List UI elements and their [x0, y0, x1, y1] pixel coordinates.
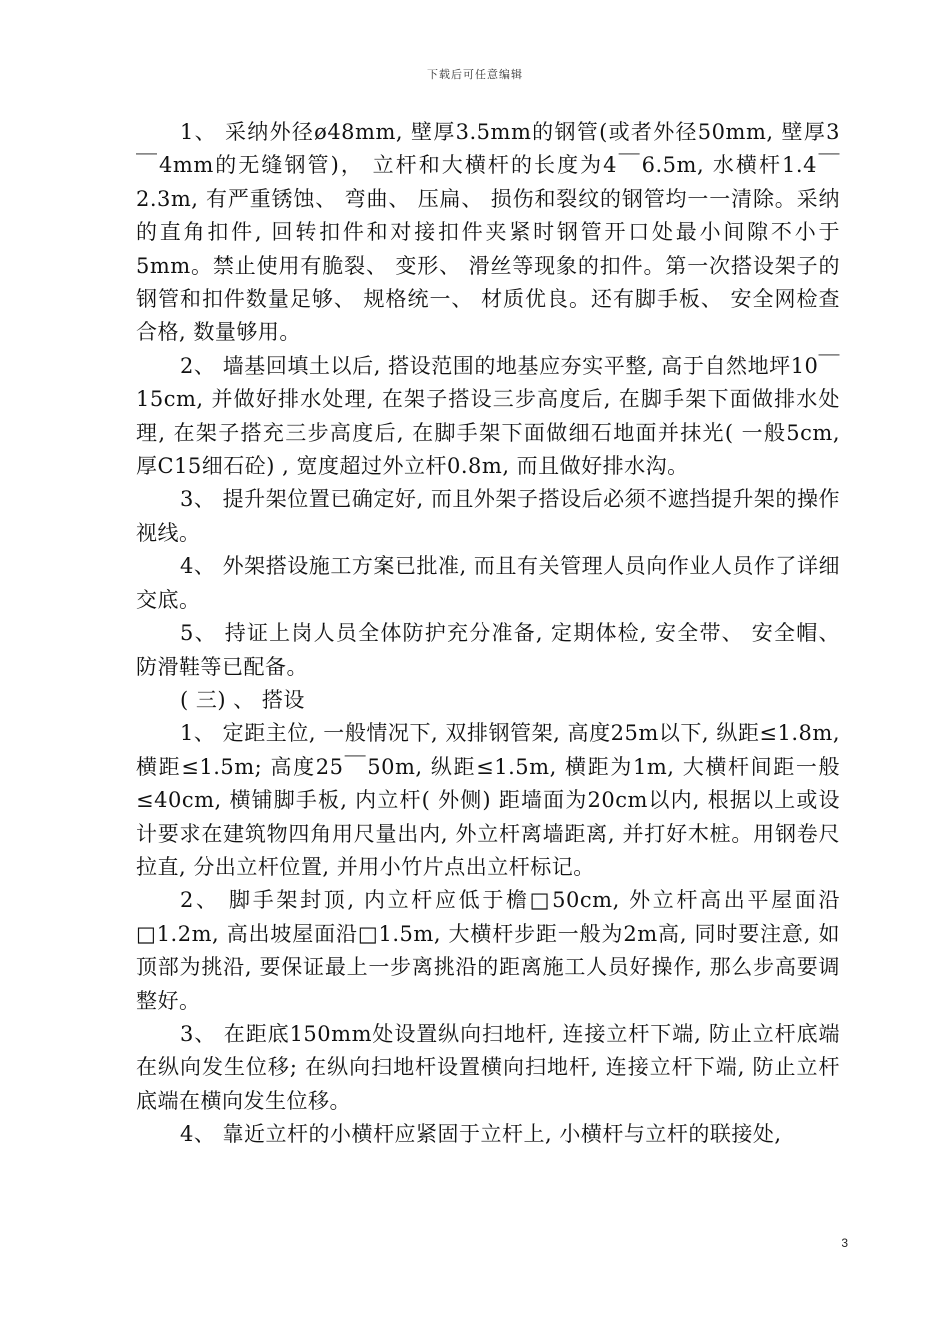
page-number: 3	[841, 1236, 848, 1250]
paragraph-small-crossbars: 4、 靠近立杆的小横杆应紧固于立杆上, 小横杆与立杆的联接处,	[180, 1122, 782, 1147]
paragraph-material-pipes: 1、 采纳外径ø48mm, 壁厚3.5mm的钢管(或者外径50mm, 壁厚3￣4mm的无缝钢管)， 立杆和大横杆的长度为4￣6.5m, 水横杆1.4￣2.3m, 有严重锈蚀、 弯曲、 压扁、 损伤和裂纹的钢管均一一清除。采纳的直角扣件, 回转扣件和对接扣件夹紧时钢管开口处最小间隙不小于5mm。禁止使用有脆裂、 变形、 滑丝等现象的扣件。第一次搭设架子的钢管和扣件数量足够、 规格统一、 材质优良。还有脚手板、 安全网检查合格, 数量够用。	[136, 120, 840, 345]
paragraph-approval: 4、 外架搭设施工方案已批准, 而且有关管理人员向作业人员作了详细交底。	[136, 554, 840, 612]
document-body	[136, 116, 840, 1152]
paragraph-foundation: 2、 墙基回填土以后, 搭设范围的地基应夯实平整, 高于自然地坪10￣15cm, 并做好排水处理, 在架子搭设三步高度后, 在脚手架下面做排水处理, 在架子搭充三步高度后, 在脚手架下面做细石地面并抹光( 一般5cm, 厚C15细石砼) , 宽度超过外立杆0.8m, 而且做好排水沟。	[136, 353, 840, 479]
paragraph-capping: 2、 脚手架封顶, 内立杆应低于檐□50cm, 外立杆高出平屋面沿□1.2m, 高出坡屋面沿□1.5m, 大横杆步距一般为2m高, 同时要注意, 如顶部为挑沿, 要保证最上一步离挑沿的距离施工人员好操作, 那么步高要调整好。	[136, 888, 840, 1013]
paragraph-personnel: 5、 持证上岗人员全体防护充分准备, 定期体检, 安全带、 安全帽、 防滑鞋等已配备。	[136, 621, 840, 679]
page-header: 下载后可任意编辑	[427, 68, 523, 81]
section-heading-erection: ( 三) 、 搭设	[180, 687, 305, 712]
paragraph-lift-frame: 3、 提升架位置已确定好, 而且外架子搭设后必须不遮挡提升架的操作视线。	[136, 487, 840, 545]
paragraph-spacing: 1、 定距主位, 一般情况下, 双排钢管架, 高度25m以下, 纵距≤1.8m, 横距≤1.5m; 高度25￣50m, 纵距≤1.5m, 横距为1m, 大横杆间距一般≤40cm, 横铺脚手板, 内立杆( 外侧) 距墙面为20cm以内, 根据以上或设计要求在建筑物四角用尺量出内, 外立杆离墙距离, 并打好木桩。用钢卷尺拉直, 分出立杆位置, 并用小竹片点出立杆标记。	[136, 721, 840, 879]
paragraph-sweep-rods: 3、 在距底150mm处设置纵向扫地杆, 连接立杆下端, 防止立杆底端在纵向发生位移; 在纵向扫地杆设置横向扫地杆, 连接立杆下端, 防止立杆底端在横向发生位移。	[136, 1021, 840, 1113]
